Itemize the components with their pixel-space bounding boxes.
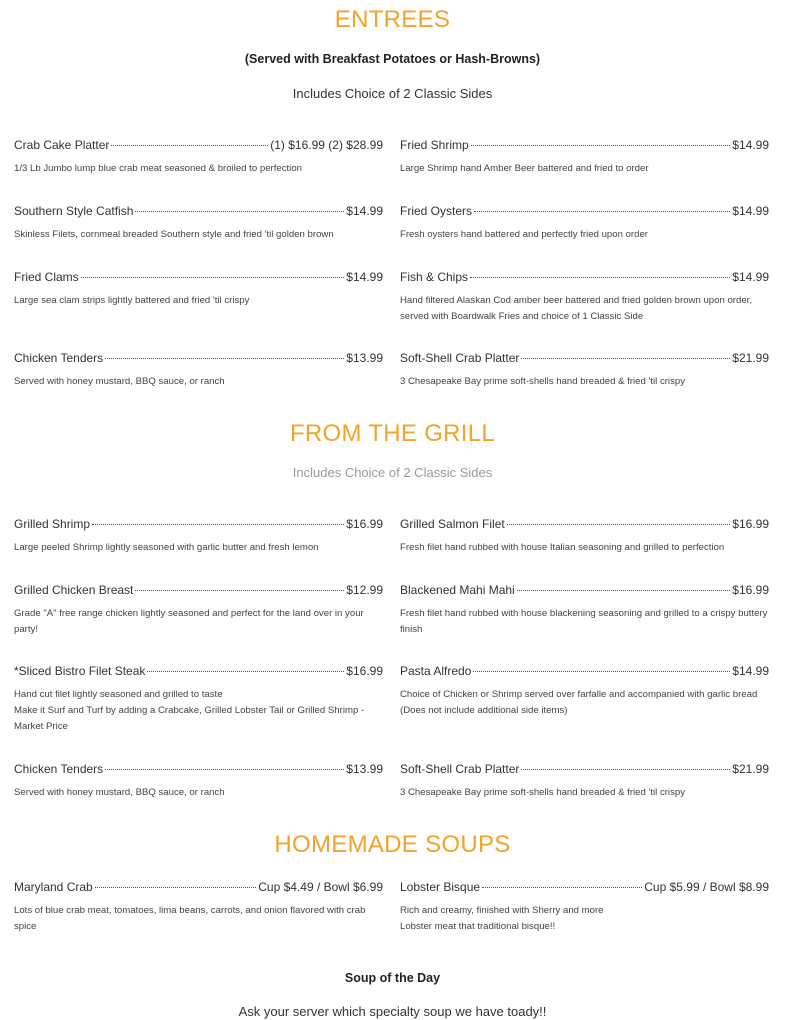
item-price: $14.99 xyxy=(732,204,769,218)
item-price: $14.99 xyxy=(346,270,383,284)
dot-leader xyxy=(105,769,344,770)
item-name: Fried Shrimp xyxy=(400,138,469,152)
menu-item xyxy=(14,664,383,735)
item-description xyxy=(400,785,769,801)
menu-item xyxy=(14,880,383,935)
dot-leader xyxy=(135,590,344,591)
description-line: Fresh filet hand rubbed with house blackening seasoning and grilled to a crispy buttery finish xyxy=(400,608,768,635)
item-description xyxy=(14,903,383,935)
menu-item xyxy=(14,204,383,243)
menu-item xyxy=(14,351,383,390)
dot-leader xyxy=(517,590,731,591)
menu-item xyxy=(400,517,769,556)
item-name: Grilled Salmon Filet xyxy=(400,517,505,531)
item-description xyxy=(14,785,383,801)
menu-item xyxy=(400,270,769,325)
soups-title: HOMEMADE SOUPS xyxy=(274,831,511,858)
item-name: Fried Oysters xyxy=(400,204,473,218)
item-name: Maryland Crab xyxy=(14,880,93,894)
description-line: Hand cut filet lightly seasoned and grilled to taste xyxy=(14,689,223,700)
item-price: Cup $5.99 / Bowl $8.99 xyxy=(644,880,769,894)
item-description xyxy=(14,687,383,735)
menu-item xyxy=(400,583,769,638)
description-line: Choice of Chicken or Shrimp served over farfalle and accompanied with garlic bread xyxy=(400,689,758,700)
menu-item xyxy=(400,204,769,243)
description-line: 3 Chesapeake Bay prime soft-shells hand breaded & fried 'til crispy xyxy=(400,787,685,798)
dot-leader xyxy=(105,358,344,359)
item-description xyxy=(400,227,769,243)
description-line: (Does not include additional side items) xyxy=(400,705,568,716)
item-price: $21.99 xyxy=(732,762,769,776)
item-name: Chicken Tenders xyxy=(14,762,104,776)
item-description xyxy=(14,293,383,309)
item-name: Pasta Alfredo xyxy=(400,664,472,678)
item-description xyxy=(400,687,769,719)
item-price: $16.99 xyxy=(346,517,383,531)
item-price: $13.99 xyxy=(346,762,383,776)
description-line: Fresh oysters hand battered and perfectly fried upon order xyxy=(400,229,648,240)
soup-of-day-title: Soup of the Day xyxy=(344,971,441,985)
menu-item xyxy=(14,138,383,177)
item-price: $21.99 xyxy=(732,351,769,365)
item-name: Southern Style Catfish xyxy=(14,204,134,218)
item-price: $16.99 xyxy=(732,583,769,597)
description-line: Grade "A" free range chicken lightly seasoned and perfect for the land over in your party! xyxy=(14,608,364,635)
dot-leader xyxy=(474,211,730,212)
entrees-subtitle: (Served with Breakfast Potatoes or Hash-Browns) xyxy=(244,52,541,66)
grill-note: Includes Choice of 2 Classic Sides xyxy=(292,465,493,480)
description-line: 1/3 Lb Jumbo lump blue crab meat seasoned & broiled to perfection xyxy=(14,163,302,174)
item-description xyxy=(14,374,383,390)
dot-leader xyxy=(95,887,257,888)
item-description xyxy=(14,161,383,177)
description-line: Large sea clam strips lightly battered and fried 'til crispy xyxy=(14,295,250,306)
item-price: $14.99 xyxy=(346,204,383,218)
entrees-note: Includes Choice of 2 Classic Sides xyxy=(292,86,493,101)
grill-title: FROM THE GRILL xyxy=(289,420,496,447)
menu-item xyxy=(400,138,769,177)
item-description xyxy=(400,374,769,390)
dot-leader xyxy=(482,887,642,888)
description-line: Large peeled Shrimp lightly seasoned with garlic butter and fresh lemon xyxy=(14,542,319,553)
item-price: $16.99 xyxy=(346,664,383,678)
description-line: Lobster meat that traditional bisque!! xyxy=(400,921,556,932)
description-line: Skinless Filets, cornmeal breaded Southern style and fried 'til golden brown xyxy=(14,229,334,240)
item-description xyxy=(400,606,769,638)
item-price: $14.99 xyxy=(732,270,769,284)
menu-item xyxy=(400,880,769,935)
item-price: $16.99 xyxy=(732,517,769,531)
dot-leader xyxy=(111,145,268,146)
description-line: Fresh filet hand rubbed with house Italian seasoning and grilled to perfection xyxy=(400,542,725,553)
item-price: $13.99 xyxy=(346,351,383,365)
description-line: 3 Chesapeake Bay prime soft-shells hand breaded & fried 'til crispy xyxy=(400,376,685,387)
item-name: Fried Clams xyxy=(14,270,79,284)
item-description xyxy=(14,606,383,638)
item-description xyxy=(400,161,769,177)
item-description xyxy=(400,293,769,325)
item-description xyxy=(400,903,769,935)
entrees-title: ENTREES xyxy=(334,6,451,33)
description-line: Rich and creamy, finished with Sherry and more xyxy=(400,905,604,916)
description-line: Lots of blue crab meat, tomatoes, lima beans, carrots, and onion flavored with crab spice xyxy=(14,905,366,932)
dot-leader xyxy=(521,769,730,770)
menu-item xyxy=(400,664,769,719)
description-line: Make it Surf and Turf by adding a Crabcake, Grilled Lobster Tail or Grilled Shrimp - Market Price xyxy=(14,705,365,732)
dot-leader xyxy=(473,671,730,672)
dot-leader xyxy=(521,358,730,359)
item-price: (1) $16.99 (2) $28.99 xyxy=(270,138,383,152)
item-name: Blackened Mahi Mahi xyxy=(400,583,515,597)
dot-leader xyxy=(81,277,345,278)
item-description xyxy=(400,540,769,556)
item-name: Soft-Shell Crab Platter xyxy=(400,762,520,776)
menu-item xyxy=(400,762,769,801)
dot-leader xyxy=(92,524,344,525)
item-price: Cup $4.49 / Bowl $6.99 xyxy=(258,880,383,894)
description-line: Hand filtered Alaskan Cod amber beer battered and fried golden brown upon order, served with Boardwalk Fries and choice of 1 Classic Side xyxy=(400,295,752,322)
dot-leader xyxy=(471,145,731,146)
item-name: Lobster Bisque xyxy=(400,880,481,894)
item-description xyxy=(14,540,383,556)
menu-item xyxy=(14,270,383,309)
dot-leader xyxy=(135,211,344,212)
item-name: *Sliced Bistro Filet Steak xyxy=(14,664,146,678)
item-name: Soft-Shell Crab Platter xyxy=(400,351,520,365)
item-price: $12.99 xyxy=(346,583,383,597)
menu-item xyxy=(400,351,769,390)
soup-of-day-text: Ask your server which specialty soup we have toady!! xyxy=(238,1004,547,1019)
dot-leader xyxy=(147,671,344,672)
item-price: $14.99 xyxy=(732,138,769,152)
item-name: Fish & Chips xyxy=(400,270,469,284)
item-name: Crab Cake Platter xyxy=(14,138,110,152)
menu-item xyxy=(14,517,383,556)
item-name: Grilled Chicken Breast xyxy=(14,583,134,597)
menu-item xyxy=(14,583,383,638)
item-price: $14.99 xyxy=(732,664,769,678)
description-line: Served with honey mustard, BBQ sauce, or ranch xyxy=(14,376,225,387)
item-name: Chicken Tenders xyxy=(14,351,104,365)
description-line: Large Shrimp hand Amber Beer battered and fried to order xyxy=(400,163,649,174)
dot-leader xyxy=(507,524,731,525)
menu-item xyxy=(14,762,383,801)
item-description xyxy=(14,227,383,243)
description-line: Served with honey mustard, BBQ sauce, or ranch xyxy=(14,787,225,798)
item-name: Grilled Shrimp xyxy=(14,517,91,531)
dot-leader xyxy=(470,277,730,278)
